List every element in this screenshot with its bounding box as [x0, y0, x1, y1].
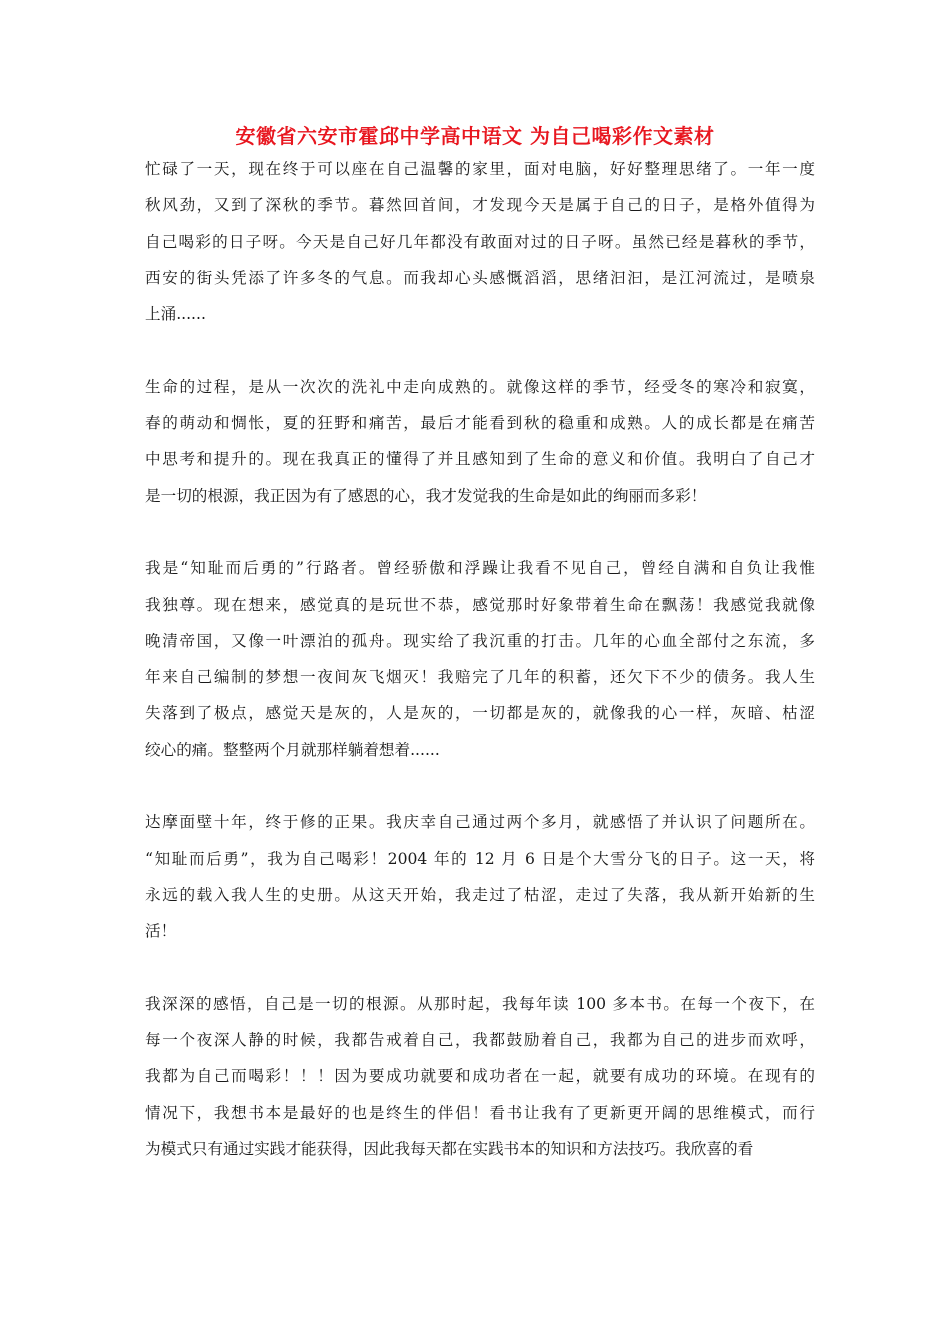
text-line: 春的萌动和惆怅，夏的狂野和痛苦，最后才能看到秋的稳重和成熟。人的成长都是在痛苦 [145, 414, 815, 433]
text-line: 为模式只有通过实践才能获得，因此我每天都在实践书本的知识和方法技巧。我欣喜的看 [145, 1140, 754, 1159]
text-line: “知耻而后勇”，我为自己喝彩！2004 年的 12 月 6 日是个大雪分飞的日子。这一天，将 [145, 849, 815, 868]
text-line: 中思考和提升的。现在我真正的懂得了并且感知到了生命的意义和价值。我明白了自己才 [145, 450, 815, 469]
document-title: 安徽省六安市霍邱中学高中语文 为自己喝彩作文素材 [235, 124, 715, 148]
text-line: 达摩面壁十年，终于修的正果。我庆幸自己通过两个多月，就感悟了并认识了问题所在。 [145, 813, 815, 832]
text-line: 忙碌了一天，现在终于可以座在自己温馨的家里，面对电脑，好好整理思绪了。一年一度 [145, 160, 815, 178]
text-line: 秋风劲，又到了深秋的季节。暮然回首间，才发现今天是属于自己的日子，是格外值得为 [145, 196, 815, 215]
paragraph-gap [145, 768, 815, 804]
text-line: 上涌...... [145, 305, 206, 324]
text-line: 是一切的根源，我正因为有了感恩的心，我才发觉我的生命是如此的绚丽而多彩！ [145, 486, 707, 505]
text-line: 生命的过程，是从一次次的洗礼中走向成熟的。就像这样的季节，经受冬的寒冷和寂寞， [145, 377, 815, 396]
paragraph [145, 986, 815, 1167]
text-line: 活！ [145, 922, 177, 941]
text-line: 失落到了极点，感觉天是灰的，人是灰的，一切都是灰的，就像我的心一样，灰暗、枯涩 [145, 704, 815, 723]
paragraph [145, 550, 815, 768]
text-line: 每一个夜深人静的时候，我都告戒着自己，我都鼓励着自己，我都为自己的进步而欢呼， [145, 1031, 815, 1050]
text-line: 绞心的痛。整整两个月就那样躺着想着...... [145, 740, 440, 759]
text-line: 晚清帝国，又像一叶漂泊的孤舟。现实给了我沉重的打击。几年的心血全部付之东流，多 [145, 631, 815, 650]
text-line: 年来自己编制的梦想一夜间灰飞烟灭！我赔完了几年的积蓄，还欠下不少的债务。我人生 [145, 668, 815, 687]
text-line: 情况下，我想书本是最好的也是终生的伴侣！看书让我有了更新更开阔的思维模式，而行 [145, 1103, 815, 1122]
paragraph-gap [145, 332, 815, 368]
paragraph [145, 151, 815, 332]
text-line: 我深深的感悟，自己是一切的根源。从那时起，我每年读 100 多本书。在每一个夜下，在 [145, 994, 815, 1013]
text-line: 西安的街头凭添了许多冬的气息。而我却心头感慨滔滔，思绪汩汩，是江河流过，是喷泉 [145, 268, 815, 287]
paragraph-gap [145, 950, 815, 986]
document-body [145, 151, 815, 1167]
paragraph [145, 804, 815, 949]
text-line: 永远的载入我人生的史册。从这天开始，我走过了枯涩，走过了失落，我从新开始新的生 [145, 885, 815, 904]
text-line: 我是“知耻而后勇的”行路者。曾经骄傲和浮躁让我看不见自己，曾经自满和自负让我惟 [145, 559, 815, 578]
text-line: 我独尊。现在想来，感觉真的是玩世不恭，感觉那时好象带着生命在飘荡！我感觉我就像 [145, 595, 815, 614]
text-line: 我都为自己而喝彩！！！因为要成功就要和成功者在一起，就要有成功的环境。在现有的 [145, 1067, 815, 1086]
text-line: 自己喝彩的日子呀。今天是自己好几年都没有敢面对过的日子呀。虽然已经是暮秋的季节， [145, 232, 815, 251]
paragraph-gap [145, 514, 815, 550]
paragraph [145, 369, 815, 514]
